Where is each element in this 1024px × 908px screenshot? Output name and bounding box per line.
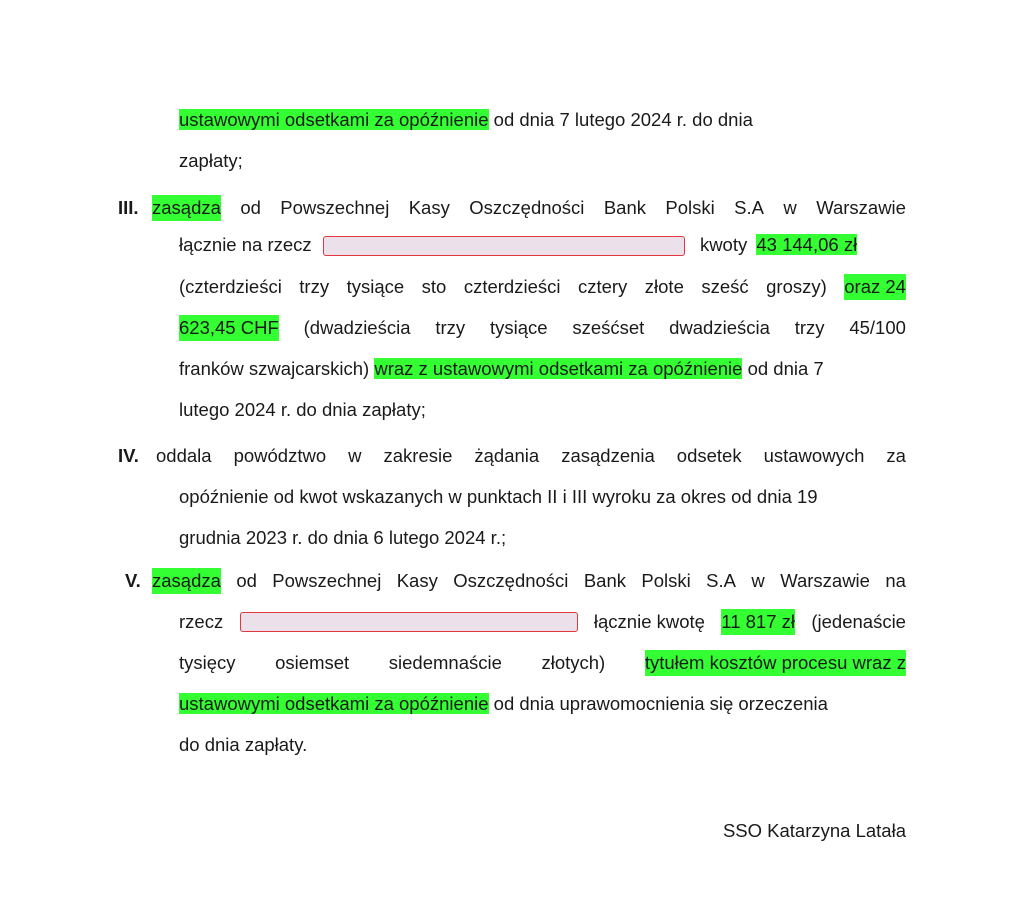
continuation-line-2: zapłaty;: [179, 150, 243, 171]
word: w: [783, 197, 797, 218]
text-segment: łącznie kwotę: [593, 611, 705, 632]
highlight-phrase: ustawowymi odsetkami za opóźnienie: [179, 109, 489, 130]
word: Bank: [603, 197, 646, 218]
item-v-line-4: [179, 691, 828, 717]
highlight-amount: 43 144,06 zł: [756, 234, 858, 255]
continuation-line-1: [179, 107, 753, 133]
word: ustawowych: [763, 445, 865, 466]
word: zakresie: [383, 445, 453, 466]
word: na: [885, 570, 906, 591]
text-segment: franków szwajcarskich): [179, 358, 370, 379]
word: w: [751, 570, 765, 591]
text-segment: kwoty: [699, 234, 748, 255]
highlight-amount: 11 817 zł: [721, 609, 795, 635]
text-segment: rzecz: [179, 611, 224, 632]
text-segment: od dnia 7: [747, 358, 824, 379]
word: Powszechnej: [272, 570, 382, 591]
word: odsetek: [676, 445, 742, 466]
text-segment: od dnia uprawomocnienia się orzeczenia: [493, 693, 828, 714]
word: zasądzenia: [561, 445, 655, 466]
highlight-verb: zasądza: [152, 568, 221, 594]
highlight-amount: 623,45 CHF: [179, 315, 279, 341]
highlight-phrase: oraz 24: [844, 274, 906, 300]
highlight-verb: zasądza: [152, 195, 221, 221]
item-numeral-iv: IV.: [118, 445, 139, 466]
word: dwadzieścia: [669, 317, 770, 338]
word: S.A: [734, 197, 764, 218]
word: trzy: [794, 317, 825, 338]
judge-signature: SSO Katarzyna Latała: [722, 820, 906, 841]
word: cztery: [577, 276, 628, 297]
item-numeral-v: V.: [125, 570, 141, 591]
word: złote: [644, 276, 684, 297]
word: Warszawie: [780, 570, 870, 591]
word: sześćset: [572, 317, 645, 338]
item-iii-line-2: [179, 232, 906, 258]
word: S.A: [706, 570, 736, 591]
redaction-box: [323, 236, 685, 256]
word: trzy: [299, 276, 330, 297]
item-iii-line-6: lutego 2024 r. do dnia zapłaty;: [179, 399, 426, 420]
highlight-phrase: tytułem kosztów procesu wraz z: [645, 650, 906, 676]
word: Bank: [583, 570, 626, 591]
word: (czterdzieści: [179, 276, 282, 297]
item-iii-line-5: [179, 356, 824, 382]
word: Oszczędności: [469, 197, 585, 218]
item-iii-line-1: [152, 195, 906, 221]
text-segment: od dnia 7 lutego 2024 r. do dnia: [493, 109, 753, 130]
word: powództwo: [233, 445, 327, 466]
word: czterdzieści: [463, 276, 561, 297]
item-v-line-1: [152, 568, 906, 594]
word: Kasy: [396, 570, 438, 591]
word: Polski: [641, 570, 691, 591]
item-iii-line-4: [179, 315, 906, 341]
item-iv-line-1: [156, 443, 906, 469]
word: trzy: [435, 317, 466, 338]
word: sześć: [701, 276, 749, 297]
word: groszy): [766, 276, 827, 297]
word: sto: [421, 276, 447, 297]
word: od: [240, 197, 261, 218]
item-v-line-3: [179, 650, 906, 676]
text-segment: łącznie na rzecz: [179, 234, 312, 255]
word: tysiące: [346, 276, 405, 297]
word: Polski: [665, 197, 715, 218]
word: żądania: [474, 445, 540, 466]
item-numeral-iii: III.: [118, 197, 139, 218]
word: Warszawie: [816, 197, 906, 218]
word: tysiące: [489, 317, 548, 338]
word: Powszechnej: [280, 197, 390, 218]
redaction-box: [240, 612, 578, 632]
item-iii-line-3: [179, 274, 906, 300]
item-iv-line-2: opóźnienie od kwot wskazanych w punktach II i III wyroku za okres od dnia 19: [179, 486, 818, 507]
word: oddala: [156, 445, 212, 466]
highlight-phrase: ustawowymi odsetkami za opóźnienie: [179, 693, 489, 714]
word: Kasy: [408, 197, 450, 218]
word: osiemset: [275, 652, 350, 673]
word: w: [348, 445, 362, 466]
highlight-phrase: wraz z ustawowymi odsetkami za opóźnienie: [374, 358, 743, 379]
item-iv-line-3: grudnia 2023 r. do dnia 6 lutego 2024 r.;: [179, 527, 507, 548]
word: 45/100: [849, 317, 906, 338]
word: Oszczędności: [453, 570, 569, 591]
word: za: [886, 445, 906, 466]
word: (dwadzieścia: [303, 317, 411, 338]
word: złotych): [541, 652, 606, 673]
item-v-line-5: do dnia zapłaty.: [179, 734, 308, 755]
text-segment: (jedenaście: [811, 611, 906, 632]
word: od: [236, 570, 257, 591]
word: tysięcy: [179, 652, 236, 673]
word: siedemnaście: [388, 652, 502, 673]
item-v-line-2: [179, 609, 906, 635]
